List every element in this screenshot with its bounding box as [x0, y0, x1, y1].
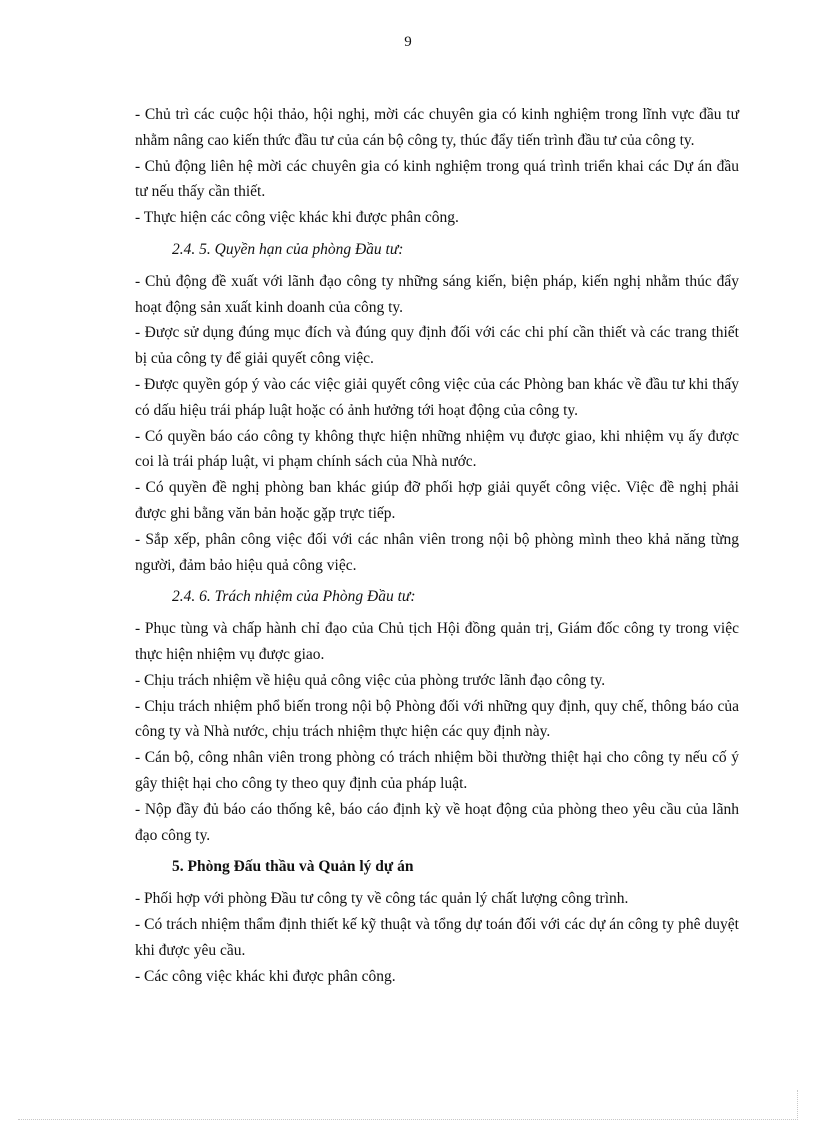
paragraph: - Phục tùng và chấp hành chỉ đạo của Chủ tịch Hội đồng quản trị, Giám đốc công ty trong việc thực hiện nhiệm vụ được giao.: [135, 620, 739, 663]
paragraph: - Có trách nhiệm thẩm định thiết kế kỹ thuật và tổng dự toán đối với các dự án công ty phê duyệt khi được yêu cầu.: [135, 915, 739, 959]
paragraph: - Được quyền góp ý vào các việc giải quyết công việc của các Phòng ban khác về đầu tư khi thấy có dấu hiệu trái pháp luật hoặc có ảnh hưởng tới hoạt động của công ty.: [135, 375, 739, 419]
page-border-bottom: [18, 1119, 798, 1120]
paragraph: - Có quyền đề nghị phòng ban khác giúp đỡ phối hợp giải quyết công việc. Việc đề nghị phải được ghi bằng văn bản hoặc gặp trực tiếp.: [135, 479, 739, 522]
paragraph: - Thực hiện các công việc khác khi được phân công.: [135, 209, 459, 227]
paragraph: - Được sử dụng đúng mục đích và đúng quy định đối với các chi phí cần thiết và các trang thiết bị của công ty để giải quyết công việc.: [135, 324, 739, 368]
page-number: 9: [404, 34, 412, 50]
paragraph: - Có quyền báo cáo công ty không thực hiện những nhiệm vụ được giao, khi nhiệm vụ ấy được coi là trái pháp luật, vi phạm chính sách của Nhà nước.: [135, 427, 739, 471]
paragraph: - Chịu trách nhiệm phổ biến trong nội bộ Phòng đối với những quy định, quy chế, thông báo của công ty và Nhà nước, chịu trách nhiệm thực hiện các quy định này.: [135, 697, 739, 741]
paragraph: - Chủ động đề xuất với lãnh đạo công ty những sáng kiến, biện pháp, kiến nghị nhằm thúc đẩy hoạt động sản xuất kinh doanh của công ty.: [135, 272, 739, 316]
paragraph: - Chủ trì các cuộc hội thảo, hội nghị, mời các chuyên gia có kinh nghiệm trong lĩnh vực đầu tư nhằm nâng cao kiến thức đầu tư của cán bộ công ty, thúc đẩy tiến trình đầu tư của công ty.: [135, 106, 739, 149]
paragraph: - Các công việc khác khi được phân công.: [135, 967, 396, 985]
paragraph: - Chịu trách nhiệm về hiệu quả công việc của phòng trước lãnh đạo công ty.: [135, 671, 606, 689]
document-body: [135, 102, 739, 989]
paragraph: - Nộp đầy đủ báo cáo thống kê, báo cáo định kỳ về hoạt động của phòng theo yêu cầu của lãnh đạo công ty.: [135, 800, 739, 844]
paragraph: - Cán bộ, công nhân viên trong phòng có trách nhiệm bồi thường thiệt hại cho công ty nếu cố ý gây thiệt hại cho công ty theo quy định của pháp luật.: [135, 749, 739, 792]
paragraph: - Sắp xếp, phân công việc đối với các nhân viên trong nội bộ phòng mình theo khả năng từng người, đảm bảo hiệu quả công việc.: [135, 530, 739, 574]
page-border-right: [797, 1090, 798, 1120]
section-heading: 2.4. 5. Quyền hạn của phòng Đầu tư:: [172, 240, 404, 258]
section-heading: 2.4. 6. Trách nhiệm của Phòng Đầu tư:: [172, 588, 416, 606]
paragraph: - Phối hợp với phòng Đầu tư công ty về công tác quản lý chất lượng công trình.: [135, 890, 629, 908]
section-heading: 5. Phòng Đấu thầu và Quản lý dự án: [172, 858, 414, 876]
paragraph: - Chủ động liên hệ mời các chuyên gia có kinh nghiệm trong quá trình triển khai các Dự án đầu tư nếu thấy cần thiết.: [135, 157, 739, 201]
